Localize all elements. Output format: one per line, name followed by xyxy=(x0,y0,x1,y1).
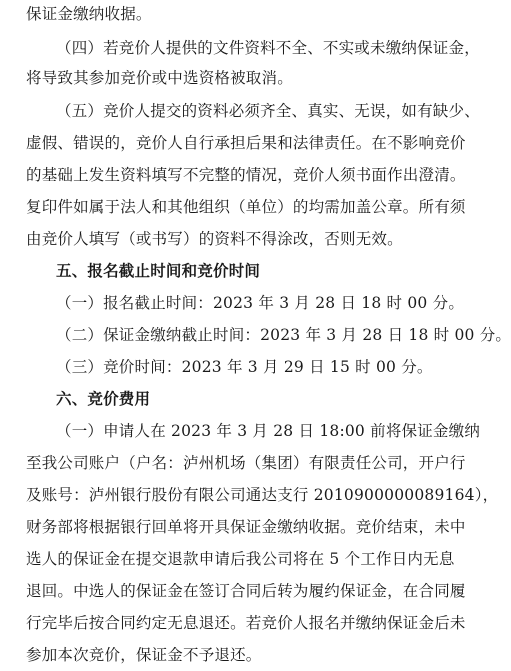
paragraph-line: 财务部将根据银行回单将开具保证金缴纳收据。竞价结束，未中 xyxy=(26,518,466,536)
paragraph-line: 退回。中选人的保证金在签订合同后转为履约保证金，在合同履 xyxy=(26,582,466,600)
paragraph-line: 选人的保证金在提交退款申请后我公司将在 5 个工作日内无息 xyxy=(26,550,455,568)
paragraph-line: （一）报名截止时间：2023 年 3 月 28 日 18 时 00 分。 xyxy=(56,294,465,312)
paragraph-line: （二）保证金缴纳截止时间：2023 年 3 月 28 日 18 时 00 分。 xyxy=(56,326,511,344)
paragraph-line: 至我公司账户（户名：泸州机场（集团）有限责任公司，开户行 xyxy=(26,454,466,472)
paragraph-line: 将导致其参加竞价或中选资格被取消。 xyxy=(26,69,293,87)
paragraph-line: 及账号：泸州银行股份有限公司通达支行 2010900000089164）， xyxy=(26,486,499,504)
paragraph-line: （三）竞价时间：2023 年 3 月 29 日 15 时 00 分。 xyxy=(56,358,433,376)
paragraph-line: 复印件如属于法人和其他组织（单位）的均需加盖公章。所有须 xyxy=(26,198,466,216)
paragraph-line: 保证金缴纳收据。 xyxy=(26,5,152,23)
section-heading: 六、竞价费用 xyxy=(56,390,151,408)
paragraph-line: （一）申请人在 2023 年 3 月 28 日 18:00 前将保证金缴纳 xyxy=(56,422,481,440)
paragraph-line: （四）若竞价人提供的文件资料不全、不实或未缴纳保证金， xyxy=(56,39,480,57)
paragraph-line: 的基础上发生资料填写不完整的情况，竞价人须书面作出澄清。 xyxy=(26,166,466,184)
paragraph-line: 参加本次竞价，保证金不予退还。 xyxy=(26,646,262,664)
paragraph-line: 由竞价人填写（或书写）的资料不得涂改，否则无效。 xyxy=(26,230,403,248)
paragraph-line: （五）竞价人提交的资料必须齐全、真实、无误，如有缺少、 xyxy=(56,102,480,120)
paragraph-line: 虚假、错误的，竞价人自行承担后果和法律责任。在不影响竞价 xyxy=(26,134,466,152)
section-heading: 五、报名截止时间和竞价时间 xyxy=(56,262,261,280)
paragraph-line: 行完毕后按合同约定无息退还。若竞价人报名并缴纳保证金后未 xyxy=(26,614,466,632)
